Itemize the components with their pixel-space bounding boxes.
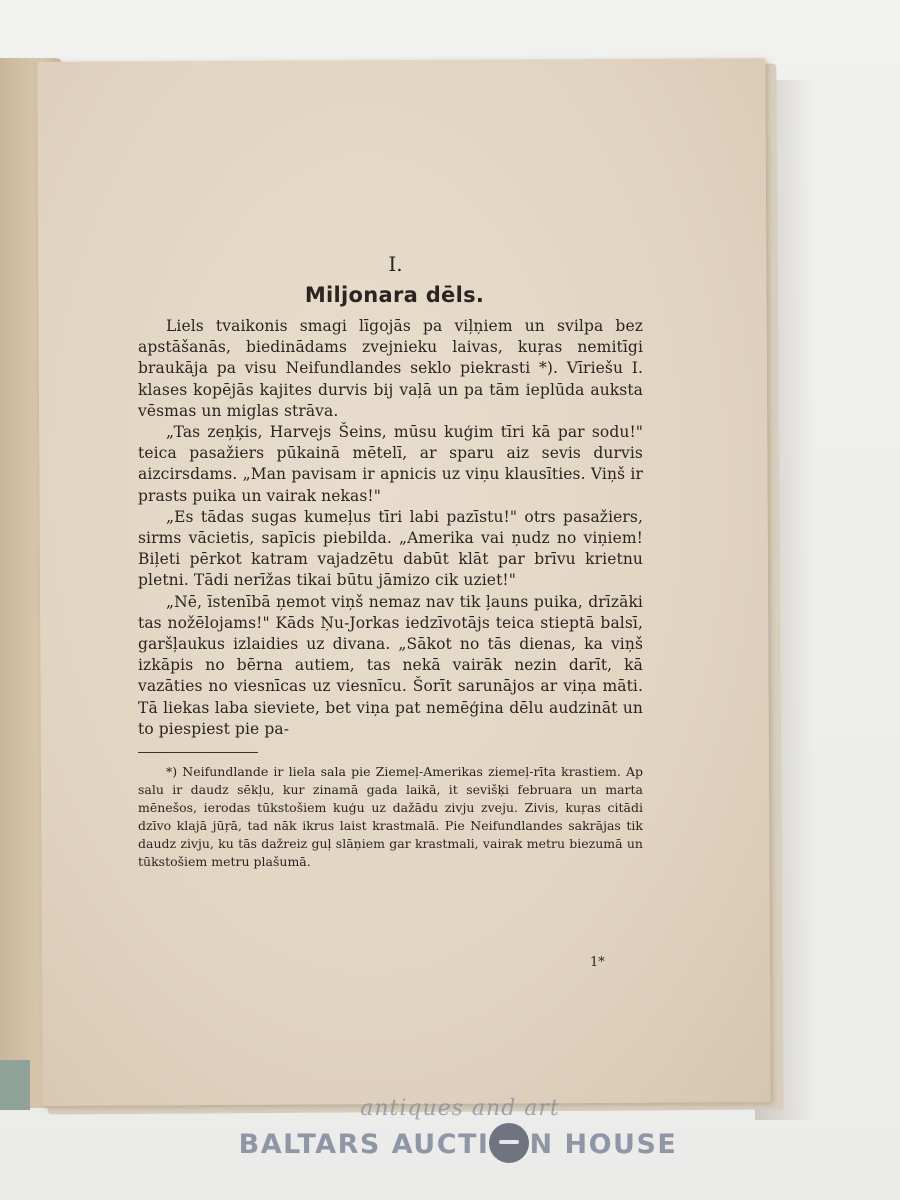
- paragraph: „Es tādas sugas kumeļus tīri labi pazīstu!" otrs pasažiers, sirms vācietis, sapīcis piebilda. „Amerika vai ņudz no viņiem! Biļeti pērkot katram vajadzētu dabūt klāt par brīvu krietnu pletni. Tādi nerīžas tikai būtu jāmizo cik uziet!": [138, 507, 643, 590]
- gavel-logo-icon: [489, 1123, 529, 1163]
- body-text: [138, 316, 643, 740]
- paragraph: „Nē, īstenībā ņemot viņš nemaz nav tik ļauns puika, drīzāki tas nožēlojams!" Kāds Ņu-Jorkas iedzīvotājs teica stieptā balsī, garšļaukus izlaidies uz divana. „Sākot no tās dienas, ka viņš izkāpis no bērna autiem, tas nekā vairāk nezin darīt, kā vazāties no viesnīcas uz viesnīcu. Šorīt sarunājos ar viņa māti. Tā liekas laba sieviete, bet viņa pat nemēģina dēlu audzināt un to piespiest pie pa-: [138, 592, 643, 738]
- footnote-text: *) Neifundlande ir liela sala pie Ziemeļ-Amerikas ziemeļ-rīta krastiem. Ap salu ir daudz sēkļu, kur zinamā gada laikā, it sevišķi februara un marta mēnešos, ierodas tūkstošiem kuģu uz dažādu zivju zveju. Zivis, kuŗas citādi dzīvo klajā jūŗā, tad nāk ikrus laist krastmalā. Pie Neifundlandes sakrājas tik daudz zivju, ku tās dažreiz guļ slāņiem gar krastmali, vairak metru biezumā un tūkstošiem metru plašumā.: [138, 764, 643, 870]
- chapter-title: Miljonara dēls.: [304, 283, 485, 307]
- footnote: [138, 763, 643, 871]
- paragraph: „Tas zeņķis, Harvejs Šeins, mūsu kuģim tīri kā par sodu!" teica pasažiers pūkainā mētelī, ar sparu aiz sevis durvis aizcirsdams. „Man pavisam ir apnicis uz viņu klausīties. Viņš ir prasts puika un vairak nekas!": [138, 423, 643, 505]
- watermark-name: [16, 1123, 900, 1163]
- watermark: [0, 1096, 900, 1163]
- watermark-tagline: antiques and art: [360, 1096, 560, 1121]
- watermark-name-part1: BALTARS AUCTI: [238, 1129, 490, 1160]
- watermark-name-part2: N HOUSE: [529, 1129, 678, 1160]
- chapter-number: I.: [388, 252, 403, 276]
- page-text: [138, 250, 643, 871]
- footnote-divider: [138, 752, 258, 753]
- signature-mark: 1*: [590, 955, 605, 970]
- paragraph: Liels tvaikonis smagi līgojās pa viļņiem un svilpa bez apstāšanās, biedinādams zvejnieku laivas, kuŗas nemitīgi braukāja pa visu Neifundlandes seklo piekrasti *). Vīriešu I. klases kopējās kajites durvis bij vaļā un pa tām ieplūda auksta vēsmas un miglas strāva.: [138, 317, 643, 420]
